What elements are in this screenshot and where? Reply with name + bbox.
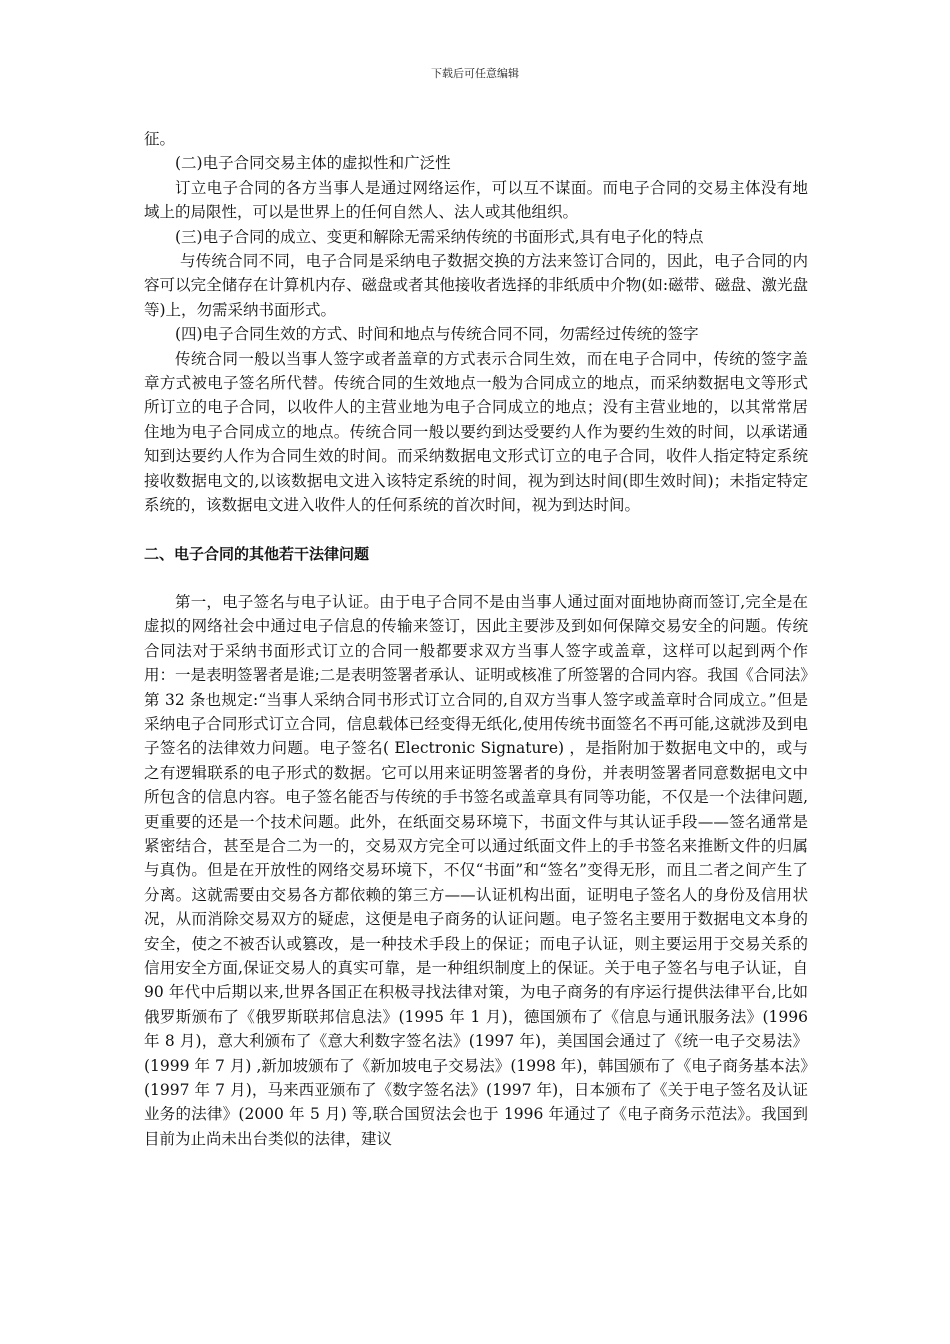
subheading-3: (三)电子合同的成立、变更和解除无需采纳传统的书面形式,具有电子化的特点 — [175, 227, 704, 246]
paragraph: 第一，电子签名与电子认证。由于电子合同不是由当事人通过面对面地协商而签订,完全是在虚拟的网络社会中通过电子信息的传输来签订，因此主要涉及到如何保障交易安全的问题。传统合同法对于采纳书面形式订立的合同一般都要求双方当事人签字或盖章，这样可以起到两个作用：一是表明签署者是谁;二是表明签署者承认、证明或核准了所签署的合同内容。我国《合同法》第 32 条也规定:“当事人采纳合同书形式订立合同的,自双方当事人签字或盖章时合同成立。”但是采纳电子合同形式订立合同，信息载体已经变得无纸化,使用传统书面签名不再可能,这就涉及到电子签名的法律效力问题。电子签名( Electronic Signature) ，是指附加于数据电文中的，或与之有逻辑联系的电子形式的数据。它可以用来证明签署者的身份，并表明签署者同意数据电文中所包含的信息内容。电子签名能否与传统的手书签名或盖章具有同等功能，不仅是一个法律问题,更重要的还是一个技术问题。此外，在纸面交易环境下，书面文件与其认证手段——签名通常是紧密结合，甚至是合二为一的，交易双方完全可以通过纸面文件上的手书签名来推断文件的归属与真伪。但是在开放性的网络交易环境下，不仅“书面”和“签名”变得无形，而且二者之间产生了分离。这就需要由交易各方都依赖的第三方——认证机构出面，证明电子签名人的身份及信用状况，从而消除交易双方的疑虑，这便是电子商务的认证问题。电子签名主要用于数据电文本身的安全，使之不被否认或篡改，是一种技术手段上的保证；而电子认证，则主要运用于交易关系的信用安全方面,保证交易人的真实可靠，是一种组织制度上的保证。关于电子签名与电子认证，自 90 年代中后期以来,世界各国正在积极寻找法律对策，为电子商务的有序运行提供法律平台,比如俄罗斯颁布了《俄罗斯联邦信息法》(1995 年 1 月)，德国颁布了《信息与通讯服务法》(1996 年 8 月)，意大利颁布了《意大利数字签名法》(1997 年)，美国国会通过了《统一电子交易法》(1999 年 7 月) ,新加坡颁布了《新加坡电子交易法》(1998 年)，韩国颁布了《电子商务基本法》(1997 年 7 月)，马来西亚颁布了《数字签名法》(1997 年)，日本颁布了《关于电子签名及认证业务的法律》(2000 年 5 月) 等,联合国贸法会也于 1996 年通过了《电子商务示范法》。我国到目前为止尚未出台类似的法律，建议 — [144, 592, 808, 1148]
section-heading: 二、电子合同的其他若干法律问题 — [144, 544, 370, 563]
document-body — [144, 127, 808, 1151]
page-header: 下载后可任意编辑 — [431, 67, 519, 80]
paragraph: 订立电子合同的各方当事人是通过网络运作，可以互不谋面。而电子合同的交易主体没有地域上的局限性，可以是世界上的任何自然人、法人或其他组织。 — [144, 178, 808, 222]
subheading-2: (二)电子合同交易主体的虚拟性和广泛性 — [175, 154, 451, 173]
paragraph-continuation: 征。 — [144, 130, 176, 148]
paragraph: 传统合同一般以当事人签字或者盖章的方式表示合同生效，而在电子合同中，传统的签字盖章方式被电子签名所代替。传统合同的生效地点一般为合同成立的地点，而采纳数据电文等形式所订立的电子合同，以收件人的主营业地为电子合同成立的地点；没有主营业地的，以其常常居住地为电子合同成立的地点。传统合同一般以要约到达受要约人作为要约生效的时间，以承诺通知到达要约人作为合同生效的时间。而采纳数据电文形式订立的电子合同，收件人指定特定系统接收数据电文的,以该数据电文进入该特定系统的时间，视为到达时间(即生效时间)；未指定特定系统的，该数据电文进入收件人的任何系统的首次时间，视为到达时间。 — [144, 349, 808, 515]
subheading-4: (四)电子合同生效的方式、时间和地点与传统合同不同，勿需经过传统的签字 — [175, 325, 699, 344]
paragraph: 与传统合同不同，电子合同是采纳电子数据交换的方法来签订合同的，因此，电子合同的内容可以完全储存在计算机内存、磁盘或者其他接收者选择的非纸质中介物(如:磁带、磁盘、激光盘等)上，勿需采纳书面形式。 — [144, 252, 808, 319]
